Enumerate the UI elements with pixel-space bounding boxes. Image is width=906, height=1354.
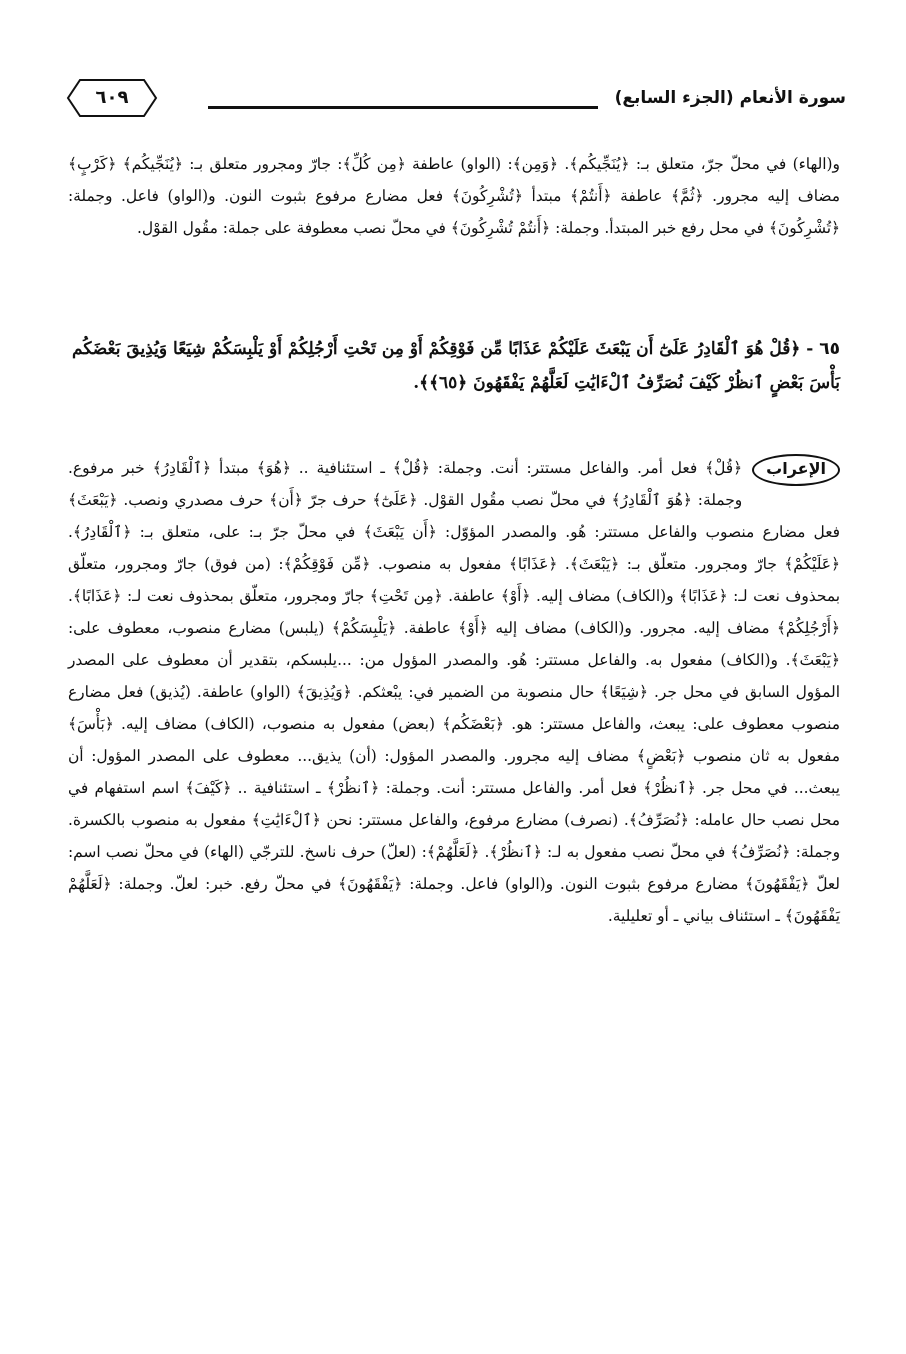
commentary-paragraph-1: و(الهاء) في محلّ جرّ، متعلق بـ: ﴿يُنَجِّيكُم﴾. ﴿وَمِن﴾: (الواو) عاطفة ﴿مِن كُلِّ﴾: جارّ ومجرور متعلق بـ: ﴿يُنَجِّيكُم﴾ ﴿كَرْبٍ﴾ مضاف إليه مجرور. ﴿ثُمَّ﴾ عاطفة ﴿أَنتُمْ﴾ مبتدأ ﴿تُشْرِكُونَ﴾ فعل مضارع مرفوع بثبوت النون. و(الواو) فاعل. وجملة: ﴿تُشْرِكُونَ﴾ في محل رفع خبر المبتدأ. وجملة: ﴿أَنتُمْ تُشْرِكُونَ﴾ في محلّ نصب معطوفة على جملة: مقُول القوْل. — [68, 155, 840, 237]
quran-verse: ٦٥ - ﴿قُلْ هُوَ ٱلْقَادِرُ عَلَىٰٓ أَن يَبْعَثَ عَلَيْكُمْ عَذَابًا مِّن فَوْقِكُمْ أَوْ مِن تَحْتِ أَرْجُلِكُمْ أَوْ يَلْبِسَكُمْ شِيَعًا وَيُذِيقَ بَعْضَكُم بَأْسَ بَعْضٍ ٱنظُرْ كَيْفَ نُصَرِّفُ ٱلْءَايَٰتِ لَعَلَّهُمْ يَفْقَهُونَ ﴿٦٥﴾﴾. — [72, 339, 840, 393]
page-number-badge — [66, 78, 158, 118]
header-rule — [208, 106, 598, 109]
irab-section — [68, 452, 840, 932]
irab-label: الإعراب — [752, 454, 840, 486]
verse-text: ﴿قُلْ هُوَ ٱلْقَادِرُ عَلَىٰٓ أَن يَبْعَثَ عَلَيْكُمْ عَذَابًا مِّن فَوْقِكُمْ أَوْ مِن تَحْتِ أَرْجُلِكُمْ أَوْ يَلْبِسَكُمْ شِيَعًا وَيُذِيقَ بَعْضَكُم بَأْسَ بَعْضٍ ٱنظُرْ كَيْفَ نُصَرِّفُ ٱلْءَايَٰتِ لَعَلَّهُمْ يَفْقَهُونَ ﴿٦٥﴾﴾. — [72, 339, 840, 393]
verse-number: ٦٥ — [819, 339, 840, 359]
irab-paragraph: ﴿قُلْ﴾ فعل أمر. والفاعل مستتر: أنت. وجملة: ﴿قُلْ﴾ ـ استئنافية .. ﴿هُوَ﴾ مبتدأ ﴿ٱلْقَادِرُ﴾ خبر مرفوع. وجملة: ﴿هُوَ ٱلْقَادِرُ﴾ في محلّ نصب مقُول القوْل. ﴿عَلَىٰٓ﴾ حرف جرّ ﴿أَن﴾ حرف مصدري ونصب. ﴿يَبْعَثَ﴾ فعل مضارع منصوب والفاعل مستتر: هُو. والمصدر المؤوّل: ﴿أَن يَبْعَثَ﴾ في محلّ جرّ بـ: على، متعلق بـ: ﴿ٱلْقَادِرُ﴾. ﴿عَلَيْكُمْ﴾ جارّ ومجرور. متعلّق بـ: ﴿يَبْعَثَ﴾. ﴿عَذَابًا﴾ مفعول به منصوب. ﴿مِّن فَوْقِكُمْ﴾: (من فوق) جارّ ومجرور، متعلّق بمحذوف نعت لـ: ﴿عَذَابًا﴾ و(الكاف) مضاف إليه. ﴿أَوْ﴾ عاطفة. ﴿مِن تَحْتِ﴾ جارّ ومجرور، متعلّق بمحذوف نعت لـ: ﴿عَذَابًا﴾. ﴿أَرْجُلِكُمْ﴾ مضاف إليه. مجرور. و(الكاف) مضاف إليه ﴿أَوْ﴾ عاطفة. ﴿يَلْبِسَكُمْ﴾ (يلبس) مضارع منصوب، معطوف على: ﴿يَبْعَثَ﴾. و(الكاف) مفعول به. والفاعل مستتر: هُو. والمصدر المؤول من: ...يلبسكم، بتقدير أن معطوف على المصدر المؤول السابق في محل جر. ﴿شِيَعًا﴾ حال منصوبة من الضمير في: يبْعثكم. ﴿وَيُذِيقَ﴾ (الواو) عاطفة. (يُذيق) فعل مضارع منصوب معطوف على: يبعث، والفاعل مستتر: هو. ﴿بَعْضَكُم﴾ (بعض) مفعول به منصوب، (الكاف) مضاف إليه. ﴿بَأْسَ﴾ مفعول به ثان منصوب ﴿بَعْضٍ﴾ مضاف إليه مجرور. والمصدر المؤول: (أن) يذيق... معطوف على المصدر المؤول: أن يبعث... في محل جر. ﴿ٱنظُرْ﴾ فعل أمر. والفاعل مستتر: أنت. وجملة: ﴿ٱنظُرْ﴾ ـ استئنافية .. ﴿كَيْفَ﴾ اسم استفهام في محل نصب حال عامله: ﴿نُصَرِّفُ﴾. (نصرف) مضارع مرفوع، والفاعل مستتر: نحن ﴿ٱلْءَايَٰتِ﴾ مفعول به منصوب بالكسرة. وجملة: ﴿نُصَرِّفُ﴾ في محلّ نصب مفعول به لـ: ﴿ٱنظُرْ﴾. ﴿لَعَلَّهُمْ﴾: (لعلّ) حرف ناسخ. للترجّي (الهاء) في محلّ نصب اسم: لعلّ ﴿يَفْقَهُونَ﴾ مضارع مرفوع بثبوت النون. و(الواو) فاعل. وجملة: ﴿يَفْقَهُونَ﴾ في محلّ رفع. خبر: لعلّ. وجملة: ﴿لَعَلَّهُمْ يَفْقَهُونَ﴾ ـ استئناف بياني ـ أو تعليلية. — [68, 459, 840, 925]
running-title: سورة الأنعام (الجزء السابع) — [614, 88, 846, 108]
page-header — [66, 72, 846, 120]
page-number: ٦٠٩ — [95, 87, 129, 108]
